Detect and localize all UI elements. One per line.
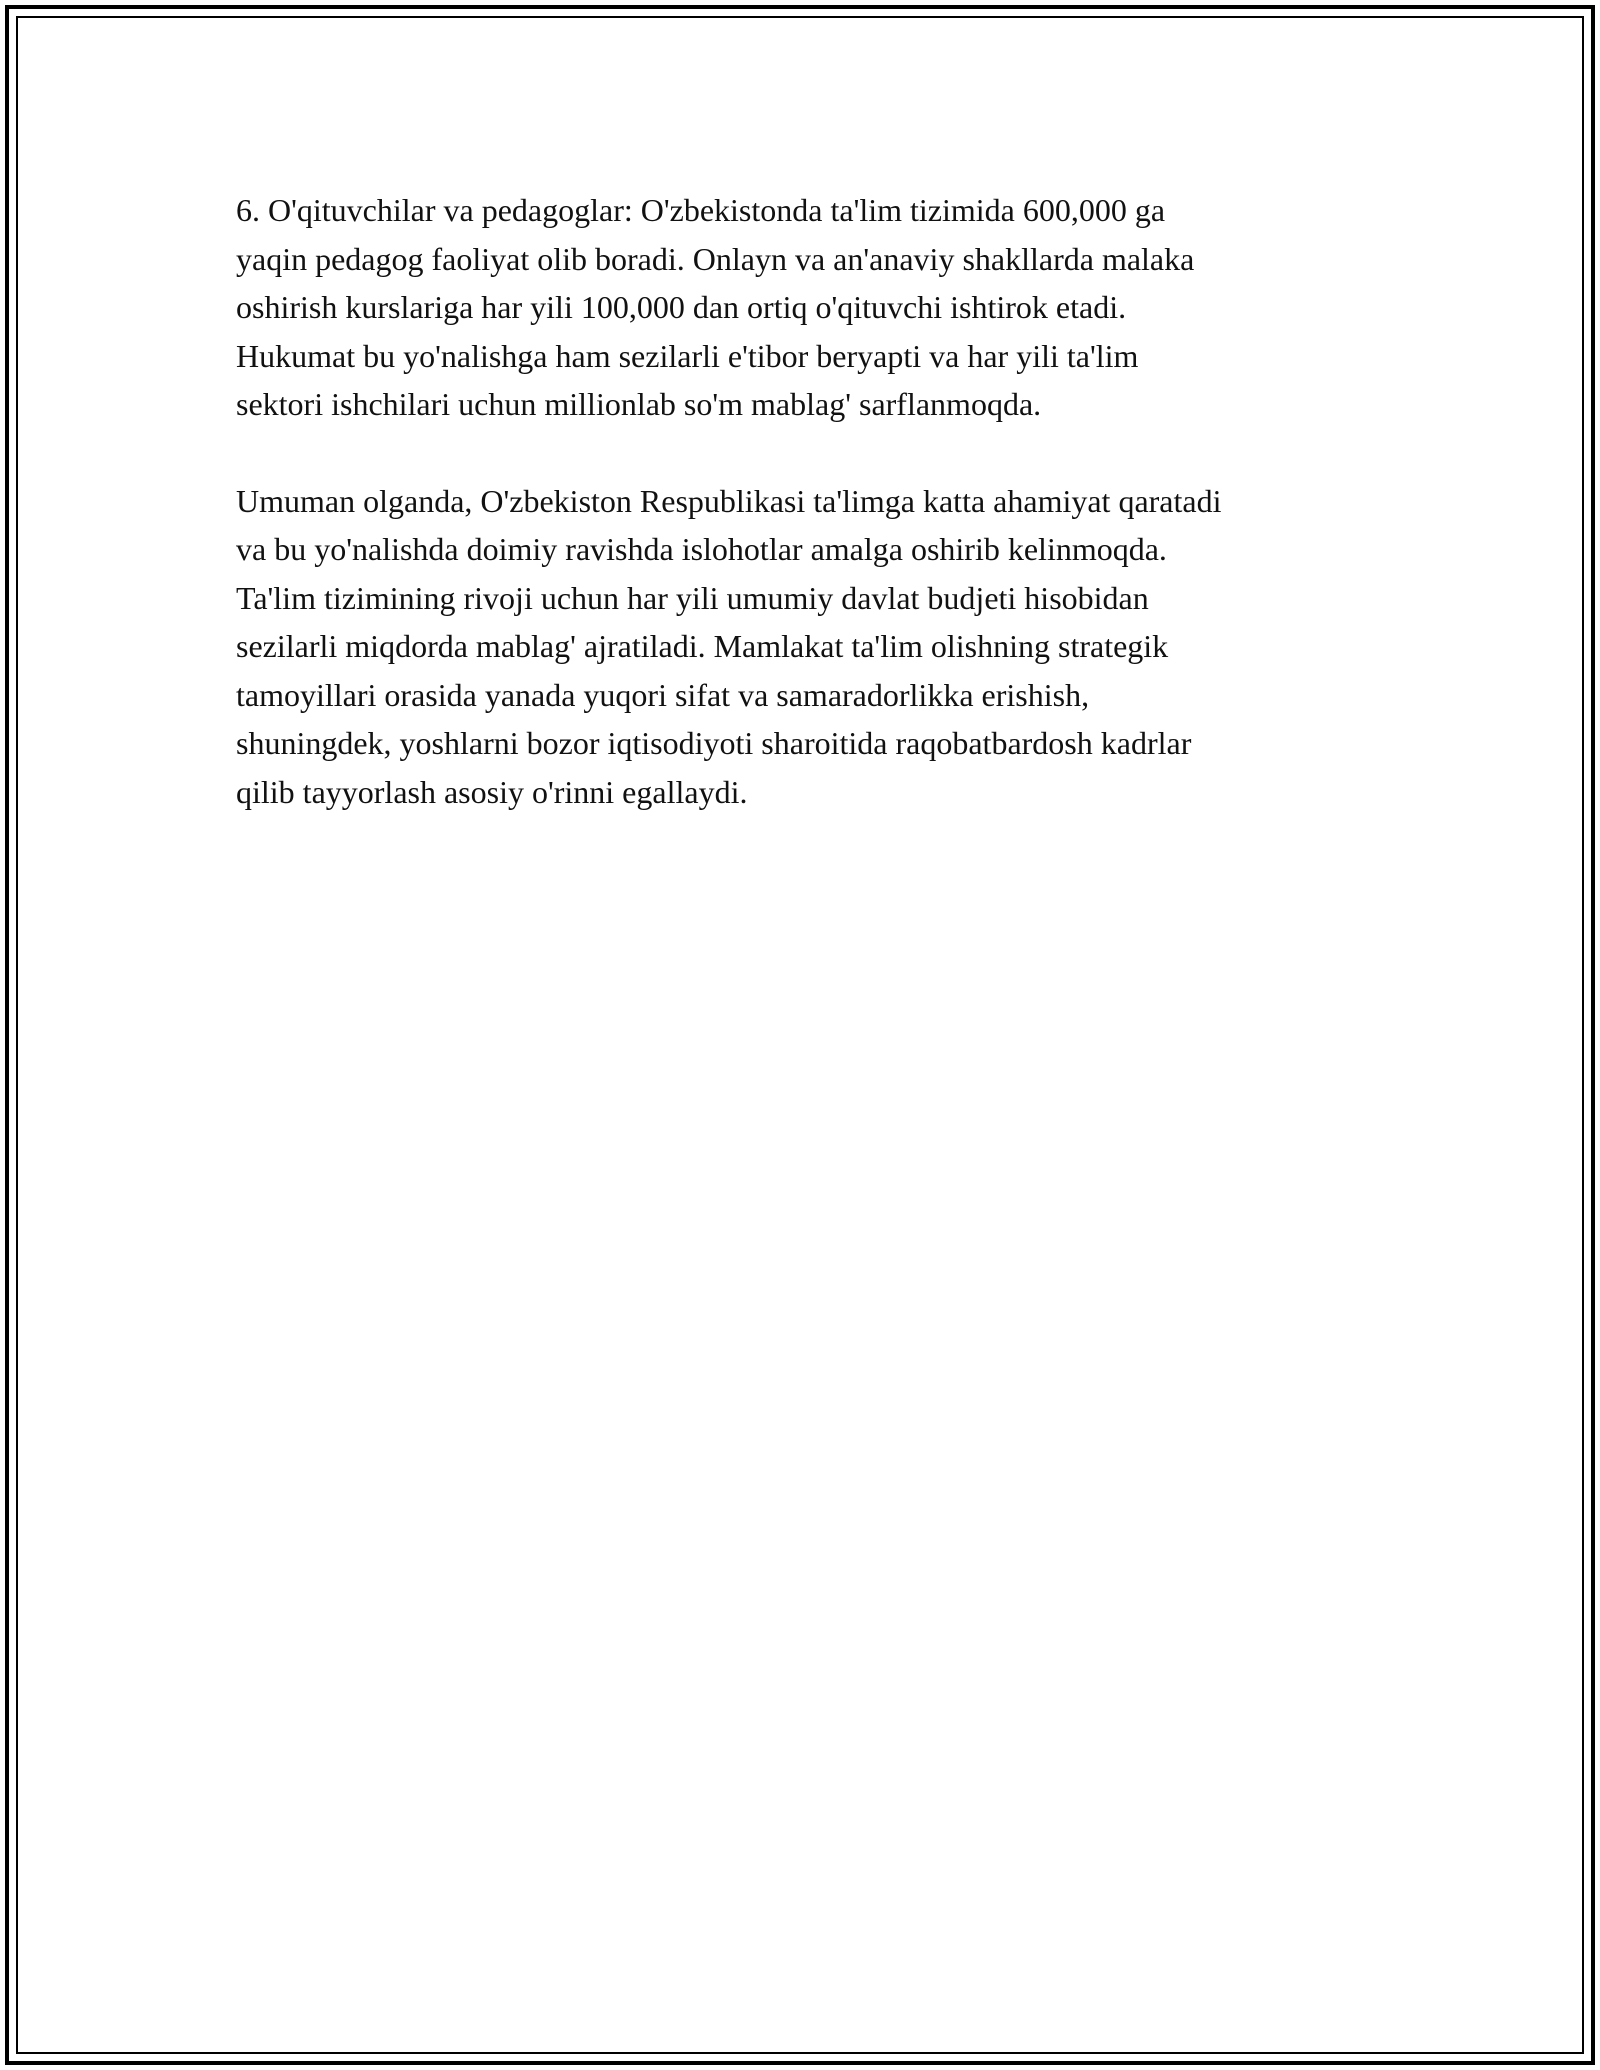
paragraph-summary: Umuman olganda, O'zbekiston Respublikasi ta'limga katta ahamiyat qaratadi va bu yo'nalishda doimiy ravishda islohotlar amalga oshirib kelinmoqda. Ta'lim tizimining rivoji uchun har yili umumiy davlat budjeti hisobidan sezilarli miqdorda mablag' ajratiladi. Mamlakat ta'lim olishning strategik tamoyillari orasida yanada yuqori sifat va samaradorlikka erishish, shuningdek, yoshlarni bozor iqtisodiyoti sharoitida raqobatbardosh kadrlar qilib tayyorlash asosiy o'rinni egallaydi. [236,482,1222,810]
paragraph-teachers: 6. O'qituvchilar va pedagoglar: O'zbekistonda ta'lim tizimida 600,000 ga yaqin pedagog faoliyat olib boradi. Onlayn va an'anaviy shakllarda malaka oshirish kurslariga har yili 100,000 dan ortiq o'qituvchi ishtirok etadi. Hukumat bu yo'nalishga ham sezilarli e'tibor beryapti va har yili ta'lim sektori ishchilari uchun millionlab so'm mablag' sarflanmoqda. [236,192,1195,422]
document-body [236,186,1416,816]
